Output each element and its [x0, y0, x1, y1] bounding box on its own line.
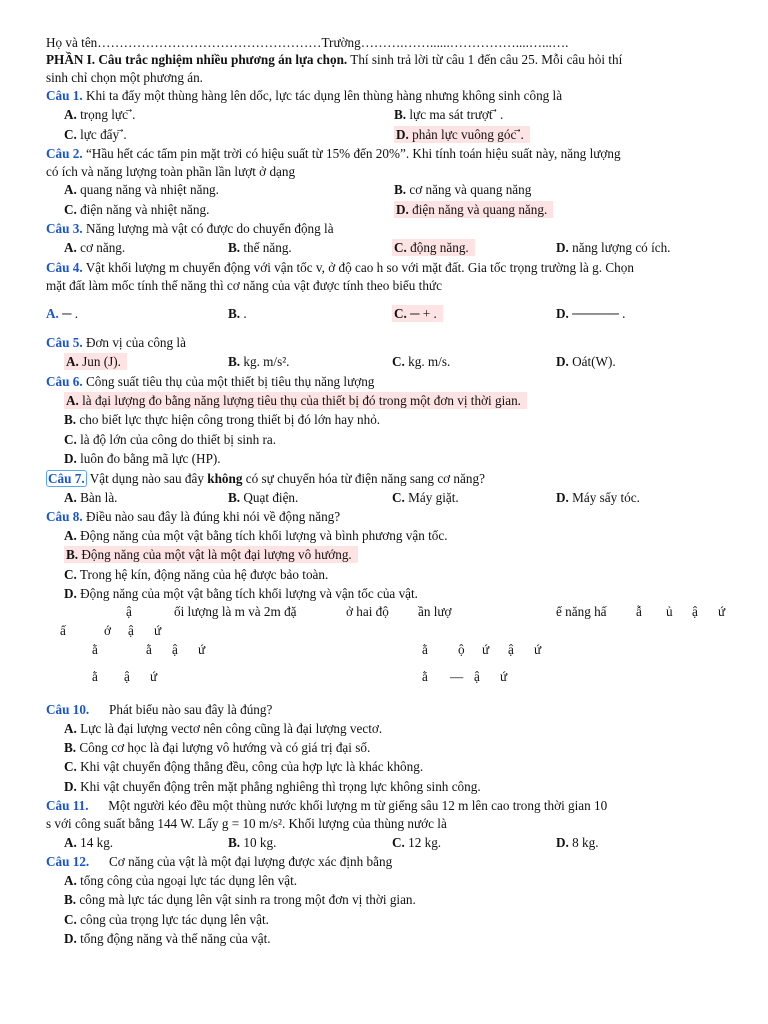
option-letter: A.	[64, 834, 77, 850]
option-letter: B.	[228, 240, 241, 256]
question-9-fragments-line3	[46, 642, 736, 661]
option-c[interactable]	[392, 488, 556, 507]
option-letter: A.	[66, 354, 79, 370]
option-text: Khi vật chuyển động thẳng đều, công của hợp lực là khác không.	[76, 759, 424, 775]
option-b[interactable]	[228, 352, 392, 371]
option-letter: C.	[392, 834, 405, 850]
option-text: kg. m/s.	[404, 354, 451, 370]
glyph-fragment: ối lượng là m và 2m đặ	[174, 603, 297, 619]
option-b[interactable]	[394, 180, 531, 199]
option-a[interactable]	[64, 488, 228, 507]
question-9-fragments-line2	[46, 623, 736, 642]
option-letter: C.	[64, 566, 77, 582]
option-a[interactable]	[64, 180, 394, 199]
glyph-fragment: ở hai độ	[346, 603, 389, 619]
option-text: tổng động năng và thế năng của vật.	[76, 931, 271, 947]
glyph-fragment: ậ	[124, 668, 130, 684]
option-d[interactable]	[556, 833, 599, 852]
option-letter: A.	[64, 182, 77, 198]
question-10	[46, 700, 736, 719]
option-text: phản lực vuông góc ⃗.	[408, 126, 524, 142]
option-text: ───── .	[568, 306, 626, 322]
option-a[interactable]	[64, 105, 394, 124]
option-text: Công cơ học là đại lượng vô hướng và có giá trị đại số.	[76, 739, 371, 755]
option-text: tổng công của ngoại lực tác dụng lên vật.	[76, 872, 298, 888]
option-c[interactable]	[64, 125, 394, 144]
option-a[interactable]	[46, 391, 736, 410]
option-a[interactable]	[46, 526, 736, 545]
options-q1	[46, 105, 736, 124]
option-letter: C.	[64, 911, 77, 927]
option-c[interactable]	[46, 430, 736, 449]
options-q11	[46, 833, 736, 852]
question-text: Vật khối lượng m chuyển động với vận tốc v, ở độ cao h so với mặt đất. Gia tốc trọng trường là g. Chọn	[82, 259, 634, 275]
question-number: Câu 8.	[46, 508, 83, 524]
option-a[interactable]	[64, 352, 228, 371]
glyph-fragment: ứ	[482, 641, 490, 657]
option-letter: B.	[228, 834, 241, 850]
glyph-fragment: ằ	[146, 641, 152, 657]
question-number: Câu 10.	[46, 701, 90, 717]
option-b[interactable]	[46, 890, 736, 909]
question-9-fragments-line1	[46, 604, 736, 623]
option-letter: C.	[394, 306, 407, 322]
question-number: Câu 12.	[46, 853, 90, 869]
question-4	[46, 258, 736, 277]
question-text: Cơ năng của vật là một đại lượng được xác định bằng	[89, 853, 393, 869]
glyph-fragment: ứ	[718, 603, 726, 619]
option-letter: B.	[64, 739, 77, 755]
option-d[interactable]	[556, 304, 625, 323]
option-letter: C.	[64, 431, 77, 447]
option-letter: D.	[556, 240, 569, 256]
option-text: Trong hệ kín, động năng của hệ được bảo toàn.	[76, 566, 329, 582]
option-text: động năng.	[406, 240, 469, 256]
options-q2-row2	[46, 200, 736, 219]
option-text: 8 kg.	[568, 834, 599, 850]
option-letter: C.	[392, 489, 405, 505]
question-text: Điều nào sau đây là đúng khi nói về động năng?	[82, 508, 341, 524]
glyph-fragment: ấ	[60, 622, 66, 638]
option-c[interactable]	[392, 304, 556, 323]
option-b[interactable]	[46, 545, 736, 564]
option-c[interactable]	[64, 200, 394, 219]
glyph-fragment: ậ	[128, 622, 134, 638]
option-letter: B.	[228, 489, 241, 505]
question-text-cont: mặt đất làm mốc tính thế năng thì cơ năng của vật được tính theo biểu thức	[46, 277, 442, 293]
option-c[interactable]	[46, 910, 736, 929]
option-text: Động năng của một vật là một đại lượng vô hướng.	[78, 547, 352, 563]
option-text: .	[240, 306, 247, 322]
option-a[interactable]	[46, 304, 228, 323]
option-d[interactable]	[394, 200, 553, 219]
glyph-fragment: ằ	[92, 668, 98, 684]
option-text: Máy giặt.	[404, 489, 459, 505]
option-text: lực đẩy ⃗.	[76, 126, 127, 142]
option-a[interactable]	[46, 871, 736, 890]
question-text: “Hầu hết các tấm pin mặt trời có hiệu suất từ 15% đến 20%”. Khi tính toán hiệu suất này, năng lượng	[82, 146, 621, 162]
question-text: Một người kéo đều một thùng nước khối lượng m từ giếng sâu 12 m lên cao trong thời gian 10	[88, 798, 608, 814]
glyph-fragment: ứ	[150, 668, 158, 684]
option-text: ─ + .	[406, 306, 437, 322]
question-9-fragments-line4	[46, 669, 736, 688]
option-b[interactable]	[228, 833, 392, 852]
option-letter: B.	[66, 547, 79, 563]
option-b[interactable]	[46, 410, 736, 429]
option-d[interactable]	[46, 777, 736, 796]
question-text: Đơn vị của công là	[82, 335, 186, 351]
option-letter: C.	[392, 354, 405, 370]
part-title: PHẦN I. Câu trắc nghiệm nhiều phương án lựa chọn.	[46, 52, 348, 68]
question-6	[46, 372, 736, 391]
question-text-cont: có ích và năng lượng toàn phần lần lượt ở dạng	[46, 164, 296, 180]
option-text: lực ma sát trượt ⃗ .	[406, 107, 504, 123]
glyph-fragment: ớ	[104, 622, 111, 638]
option-c[interactable]	[46, 565, 736, 584]
option-b[interactable]	[228, 488, 392, 507]
option-a[interactable]	[64, 833, 228, 852]
option-text: cơ năng và quang năng	[406, 182, 532, 198]
option-letter: A.	[64, 489, 77, 505]
glyph-fragment: ằ	[422, 641, 428, 657]
question-text-end: có sự chuyển hóa từ điện năng sang cơ năng?	[242, 470, 485, 486]
option-letter: D.	[396, 201, 409, 217]
question-3	[46, 219, 736, 238]
option-text: Động năng của một vật bằng tích khối lượng và vận tốc của vật.	[76, 586, 418, 602]
option-letter: B.	[394, 107, 407, 123]
question-5	[46, 333, 736, 352]
option-text: 14 kg.	[76, 834, 114, 850]
glyph-fragment: ậ	[692, 603, 698, 619]
option-text: trọng lực ⃗.	[76, 107, 136, 123]
option-letter: B.	[64, 892, 77, 908]
question-text-cont: s với công suất bằng 144 W. Lấy g = 10 m/s². Khối lượng của thùng nước là	[46, 816, 447, 832]
option-letter: B.	[228, 306, 241, 322]
option-d[interactable]	[556, 352, 616, 371]
option-d[interactable]	[46, 584, 736, 603]
option-letter: A.	[64, 872, 77, 888]
question-number: Câu 7.	[48, 470, 85, 486]
option-text: 10 kg.	[240, 834, 277, 850]
option-d[interactable]	[394, 125, 530, 144]
question-number: Câu 4.	[46, 259, 83, 275]
question-number: Câu 3.	[46, 221, 83, 237]
option-text: Máy sấy tóc.	[568, 489, 640, 505]
option-b[interactable]	[46, 738, 736, 757]
option-letter: D.	[556, 489, 569, 505]
option-letter: D.	[556, 306, 569, 322]
option-letter: B.	[394, 182, 407, 198]
option-text: quang năng và nhiệt năng.	[76, 182, 219, 198]
glyph-fragment: ậ	[172, 641, 178, 657]
question-12	[46, 852, 736, 871]
glyph-fragment: ứ	[154, 622, 162, 638]
option-letter: D.	[64, 451, 77, 467]
option-text: là đại lượng đo bằng năng lượng tiêu thụ của thiết bị đó trong một đơn vị thời gian.	[78, 392, 521, 408]
question-text: Vật dụng nào sau đây	[86, 470, 208, 486]
option-letter: D.	[64, 778, 77, 794]
options-q3	[46, 238, 736, 257]
option-letter: C.	[394, 240, 407, 256]
option-letter: A.	[66, 392, 79, 408]
option-text: Quạt điện.	[240, 489, 299, 505]
glyph-fragment: ẫ	[636, 603, 642, 619]
option-letter: B.	[228, 354, 241, 370]
option-letter: D.	[556, 834, 569, 850]
option-letter: A.	[64, 240, 77, 256]
options-q7	[46, 488, 736, 507]
option-letter: C.	[64, 201, 77, 217]
question-8	[46, 507, 736, 526]
glyph-fragment: ủ	[666, 603, 673, 619]
option-text: thế năng.	[240, 240, 292, 256]
option-a[interactable]	[46, 719, 736, 738]
option-d[interactable]	[46, 929, 736, 948]
question-11	[46, 796, 736, 815]
option-text: ─ .	[58, 306, 79, 322]
option-text: 12 kg.	[404, 834, 442, 850]
glyph-fragment: —	[450, 668, 464, 684]
options-q5	[46, 352, 736, 371]
part-instructions: Thí sinh trả lời từ câu 1 đến câu 25. Mỗi câu hỏi thí	[347, 52, 623, 68]
question-text: Năng lượng mà vật có được do chuyển động là	[82, 221, 334, 237]
glyph-fragment: ậ	[474, 668, 480, 684]
question-number: Câu 1.	[46, 88, 83, 104]
option-d[interactable]	[556, 488, 640, 507]
option-d[interactable]	[46, 449, 736, 468]
glyph-fragment: ế năng hấ	[556, 603, 607, 619]
question-number: Câu 5.	[46, 335, 83, 351]
option-b[interactable]	[228, 238, 392, 257]
option-b[interactable]	[394, 105, 503, 124]
option-letter: C.	[64, 759, 77, 775]
question-text: Phát biểu nào sau đây là đúng?	[89, 701, 273, 717]
question-text: Khi ta đẩy một thùng hàng lên dốc, lực tác dụng lên thùng hàng nhưng không sinh công là	[82, 88, 563, 104]
option-text: Bàn là.	[76, 489, 118, 505]
option-text: là độ lớn của công do thiết bị sinh ra.	[76, 431, 277, 447]
option-letter: D.	[64, 931, 77, 947]
option-letter: C.	[64, 126, 77, 142]
option-text: điện năng và nhiệt năng.	[76, 201, 210, 217]
option-text: cho biết lực thực hiện công trong thiết bị đó lớn hay nhỏ.	[76, 412, 381, 428]
option-letter: A.	[64, 107, 77, 123]
option-c[interactable]	[392, 352, 556, 371]
option-text: Động năng của một vật bằng tích khối lượng và bình phương vận tốc.	[76, 527, 448, 543]
option-letter: A.	[64, 527, 77, 543]
option-b[interactable]	[228, 304, 392, 323]
option-a[interactable]	[64, 238, 228, 257]
option-text: Khi vật chuyển động trên mặt phẳng nghiêng thì trọng lực không sinh công.	[76, 778, 481, 794]
option-letter: A.	[46, 306, 59, 322]
glyph-fragment: ứ	[534, 641, 542, 657]
glyph-fragment: ứ	[500, 668, 508, 684]
option-letter: D.	[64, 586, 77, 602]
option-text: Lực là đại lượng vectơ nên công cũng là đại lượng vectơ.	[76, 720, 383, 736]
option-c[interactable]	[46, 757, 736, 776]
options-q4	[46, 304, 736, 323]
part-heading	[46, 51, 736, 68]
question-text: Công suất tiêu thụ của một thiết bị tiêu thụ năng lượng	[82, 373, 375, 389]
glyph-fragment: ần lượ	[418, 603, 452, 619]
glyph-fragment: ậ	[126, 603, 132, 619]
option-text: cơ năng.	[76, 240, 126, 256]
student-name-line: Họ và tên……………………………………………Trường……….……......……………....…...….	[46, 35, 569, 50]
question-number: Câu 11.	[46, 798, 89, 814]
option-letter: A.	[64, 720, 77, 736]
question-1	[46, 86, 736, 105]
option-letter: D.	[396, 126, 409, 142]
question-emphasis: không	[207, 470, 243, 486]
question-number: Câu 2.	[46, 146, 83, 162]
part-instructions-cont: sinh chỉ chọn một phương án.	[46, 69, 203, 85]
option-text: điện năng và quang năng.	[408, 201, 548, 217]
option-text: Oát(W).	[568, 354, 616, 370]
question-7	[46, 469, 736, 488]
question-2	[46, 144, 736, 163]
option-text: công của trọng lực tác dụng lên vật.	[76, 911, 269, 927]
glyph-fragment: ằ	[422, 668, 428, 684]
options-q1-row2	[46, 125, 736, 144]
glyph-fragment: ộ	[458, 641, 465, 657]
option-d[interactable]	[556, 238, 670, 257]
option-letter: B.	[64, 412, 77, 428]
glyph-fragment: ậ	[508, 641, 514, 657]
option-text: công mà lực tác dụng lên vật sinh ra trong một đơn vị thời gian.	[76, 892, 416, 908]
option-text: năng lượng có ích.	[568, 240, 671, 256]
option-text: Jun (J).	[78, 354, 121, 370]
option-c[interactable]	[392, 238, 556, 257]
question-number: Câu 6.	[46, 373, 83, 389]
glyph-fragment: ứ	[198, 641, 206, 657]
option-c[interactable]	[392, 833, 556, 852]
option-letter: D.	[556, 354, 569, 370]
option-text: luôn đo bằng mã lực (HP).	[76, 451, 221, 467]
options-q2	[46, 180, 736, 199]
option-text: kg. m/s².	[240, 354, 290, 370]
glyph-fragment: ằ	[92, 641, 98, 657]
exam-page	[46, 34, 736, 949]
